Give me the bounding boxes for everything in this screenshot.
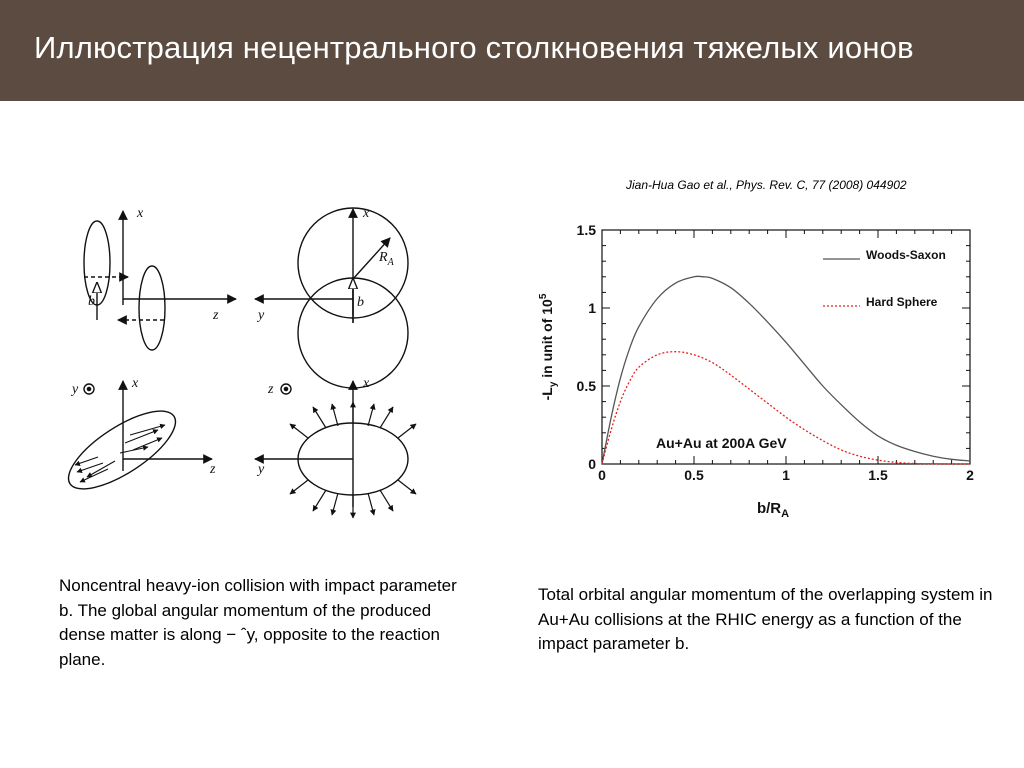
- x-tick-label: 0.5: [684, 467, 704, 483]
- label-y-2: y: [258, 308, 265, 323]
- label-z-1: z: [213, 308, 219, 323]
- collision-diagram: [40, 195, 420, 535]
- angular-momentum-chart: [520, 170, 990, 530]
- caption-left: Noncentral heavy-ion collision with impact parameter b. The global angular momentum of the produced dense matter is along − ˆy, opposite to the reaction plane.: [59, 576, 457, 669]
- y-tick-label: 1.5: [576, 222, 596, 238]
- panel-transverse-view: [255, 208, 408, 388]
- y-axis-label: $-L_y$ in unit of $10^5$: [538, 293, 559, 401]
- y-tick-label: 1: [588, 300, 596, 316]
- legend-label-hard-sphere: Hard Sphere: [866, 295, 938, 309]
- panel-elliptic-flow: [255, 381, 416, 518]
- label-z-3: z: [210, 462, 216, 477]
- x-tick-label: 0: [598, 467, 606, 483]
- label-x-4: x: [363, 376, 370, 391]
- label-x-1: x: [137, 206, 144, 221]
- y-tick-label: 0: [588, 456, 596, 472]
- chart-annotation: Au+Au at 200A GeV: [656, 435, 787, 451]
- caption-right: Total orbital angular momentum of the overlapping system in Au+Au collisions at the RHIC energy as a function of the impact parameter b.: [538, 585, 993, 653]
- y-tick-label: 0.5: [576, 378, 596, 394]
- x-axis-label: $b/R_A$: [756, 500, 790, 520]
- label-b-1: b: [88, 294, 95, 309]
- x-tick-label: 1.5: [868, 467, 888, 483]
- panel-side-view: [84, 211, 236, 350]
- reaction-zone: [57, 397, 186, 503]
- label-y-4: y: [258, 462, 265, 477]
- slide-title: Иллюстрация нецентрального столкновения тяжелых ионов: [34, 30, 914, 65]
- plot-frame: [602, 230, 970, 464]
- x-tick-label: 2: [966, 467, 974, 483]
- x-tick-label: 1: [782, 467, 790, 483]
- panel-reaction-zone: [57, 381, 212, 503]
- title-bar: [0, 0, 1024, 101]
- label-b-2: b: [357, 295, 364, 310]
- label-radius: $R_A$: [379, 250, 394, 268]
- legend-label-woods-saxon: Woods-Saxon: [866, 248, 946, 262]
- label-y-3: y: [72, 382, 79, 397]
- label-x-2: x: [363, 206, 370, 221]
- nucleus-b: [139, 266, 165, 350]
- label-z-4: z: [268, 382, 274, 397]
- label-x-3: x: [132, 376, 139, 391]
- citation: Jian-Hua Gao et al., Phys. Rev. C, 77 (2008) 044902: [626, 178, 907, 192]
